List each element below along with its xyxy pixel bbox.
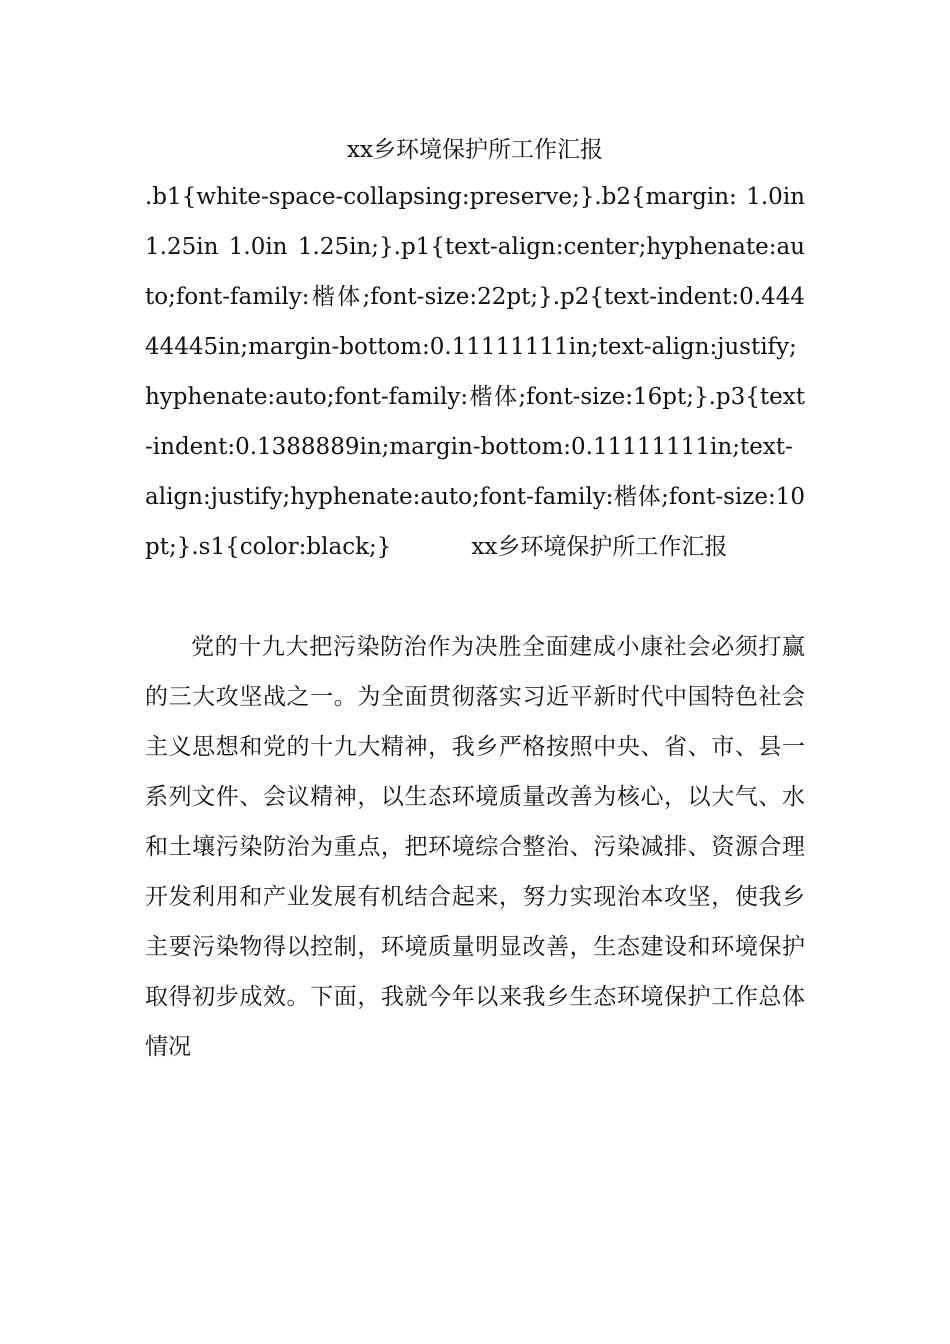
inline-title-text: xx乡环境保护所工作汇报: [471, 534, 728, 560]
document-page: [145, 128, 805, 1072]
body-paragraph: 党的十九大把污染防治作为决胜全面建成小康社会必须打赢的三大攻坚战之一。为全面贯彻落实习近平新时代中国特色社会主义思想和党的十九大精神，我乡严格按照中央、省、市、县一系列文件、会议精神，以生态环境质量改善为核心，以大气、水和土壤污染防治为重点，把环境综合整治、污染减排、资源合理开发利用和产业发展有机结合起来，努力实现治本攻坚，使我乡主要污染物得以控制，环境质量明显改善，生态建设和环境保护取得初步成效。下面，我就今年以来我乡生态环境保护工作总体情况: [145, 634, 805, 1060]
document-title: xx乡环境保护所工作汇报: [347, 137, 603, 163]
paragraph-spacer: [145, 572, 805, 622]
css-dump-text: .b1{white-space-collapsing:preserve;}.b2{margin: 1.0in 1.25in 1.0in 1.25in;}.p1{text-align:center;hyphenate:auto;font-family:楷体;font-size:22pt;}.p2{text-indent:0.44444445in;margin-bottom:0.11111111in;text-align:justify;hyphenate:auto;font-family:楷体;font-size:16pt;}.p3{text-indent:0.1388889in;margin-bottom:0.11111111in;text-align:justify;hyphenate:auto;font-family:楷体;font-size:10pt;}.s1{color:black;}: [145, 184, 805, 560]
css-style-text: [145, 172, 805, 572]
